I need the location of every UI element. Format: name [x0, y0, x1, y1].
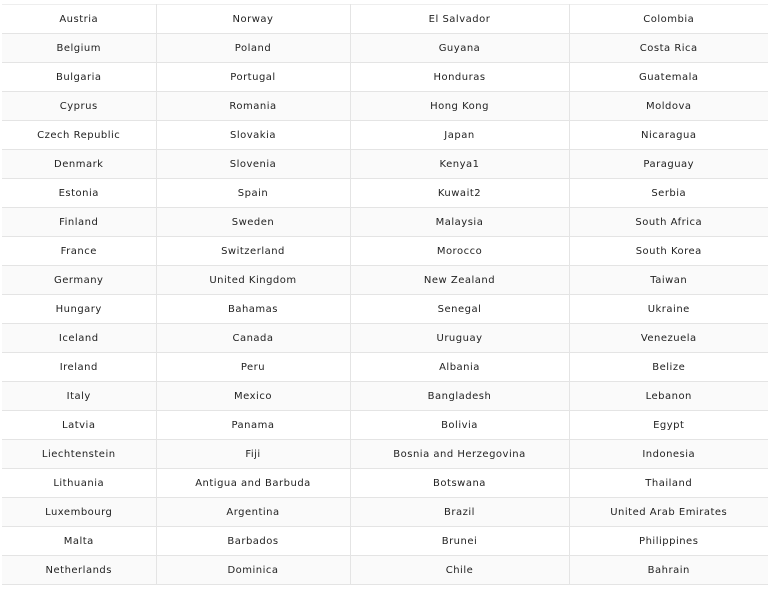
- country-cell: Bangladesh: [350, 382, 569, 411]
- table-row: [2, 266, 768, 295]
- table-row: [2, 63, 768, 92]
- table-row: [2, 440, 768, 469]
- table-row: [2, 469, 768, 498]
- country-cell: Hong Kong: [350, 92, 569, 121]
- country-cell: Bahamas: [156, 295, 350, 324]
- country-cell: Egypt: [569, 411, 768, 440]
- country-cell: Canada: [156, 324, 350, 353]
- country-cell: Hungary: [2, 295, 156, 324]
- country-cell: Venezuela: [569, 324, 768, 353]
- country-cell: Estonia: [2, 179, 156, 208]
- country-cell: Costa Rica: [569, 34, 768, 63]
- table-row: [2, 382, 768, 411]
- country-cell: Argentina: [156, 498, 350, 527]
- country-cell: Luxembourg: [2, 498, 156, 527]
- country-cell: Kenya1: [350, 150, 569, 179]
- country-cell: Sweden: [156, 208, 350, 237]
- country-cell: France: [2, 237, 156, 266]
- table-row: [2, 179, 768, 208]
- country-cell: Chile: [350, 556, 569, 585]
- country-cell: Netherlands: [2, 556, 156, 585]
- country-cell: Brazil: [350, 498, 569, 527]
- country-cell: Nicaragua: [569, 121, 768, 150]
- country-cell: Colombia: [569, 5, 768, 34]
- country-cell: Kuwait2: [350, 179, 569, 208]
- country-cell: Japan: [350, 121, 569, 150]
- country-cell: Panama: [156, 411, 350, 440]
- country-cell: South Africa: [569, 208, 768, 237]
- table-row: [2, 324, 768, 353]
- country-cell: Antigua and Barbuda: [156, 469, 350, 498]
- table-row: [2, 295, 768, 324]
- country-cell: Lebanon: [569, 382, 768, 411]
- table-row: [2, 237, 768, 266]
- country-cell: Brunei: [350, 527, 569, 556]
- table-row: [2, 353, 768, 382]
- country-cell: Honduras: [350, 63, 569, 92]
- country-cell: Iceland: [2, 324, 156, 353]
- country-cell: Bolivia: [350, 411, 569, 440]
- country-cell: Spain: [156, 179, 350, 208]
- country-cell: Lithuania: [2, 469, 156, 498]
- country-cell: Ukraine: [569, 295, 768, 324]
- country-cell: South Korea: [569, 237, 768, 266]
- country-cell: Morocco: [350, 237, 569, 266]
- country-cell: Senegal: [350, 295, 569, 324]
- country-cell: Germany: [2, 266, 156, 295]
- country-cell: New Zealand: [350, 266, 569, 295]
- table-row: [2, 411, 768, 440]
- country-cell: Guatemala: [569, 63, 768, 92]
- country-cell: Bosnia and Herzegovina: [350, 440, 569, 469]
- country-cell: Paraguay: [569, 150, 768, 179]
- table-row: [2, 150, 768, 179]
- table-row: [2, 34, 768, 63]
- country-cell: Italy: [2, 382, 156, 411]
- country-cell: Botswana: [350, 469, 569, 498]
- country-cell: Finland: [2, 208, 156, 237]
- country-cell: Philippines: [569, 527, 768, 556]
- country-cell: Serbia: [569, 179, 768, 208]
- table-row: [2, 121, 768, 150]
- countries-table-container: [2, 4, 768, 585]
- country-cell: Denmark: [2, 150, 156, 179]
- country-cell: Peru: [156, 353, 350, 382]
- country-cell: Norway: [156, 5, 350, 34]
- country-cell: Romania: [156, 92, 350, 121]
- country-cell: Czech Republic: [2, 121, 156, 150]
- country-cell: Guyana: [350, 34, 569, 63]
- table-row: [2, 92, 768, 121]
- country-cell: Latvia: [2, 411, 156, 440]
- country-cell: Belgium: [2, 34, 156, 63]
- table-row: [2, 527, 768, 556]
- country-cell: Uruguay: [350, 324, 569, 353]
- country-cell: Moldova: [569, 92, 768, 121]
- country-cell: Cyprus: [2, 92, 156, 121]
- country-cell: Austria: [2, 5, 156, 34]
- country-cell: Taiwan: [569, 266, 768, 295]
- country-cell: Indonesia: [569, 440, 768, 469]
- country-cell: Belize: [569, 353, 768, 382]
- table-row: [2, 556, 768, 585]
- country-cell: Mexico: [156, 382, 350, 411]
- country-cell: El Salvador: [350, 5, 569, 34]
- countries-table-body: [2, 5, 768, 585]
- country-cell: Poland: [156, 34, 350, 63]
- country-cell: Bulgaria: [2, 63, 156, 92]
- country-cell: United Arab Emirates: [569, 498, 768, 527]
- country-cell: Portugal: [156, 63, 350, 92]
- country-cell: Barbados: [156, 527, 350, 556]
- country-cell: Liechtenstein: [2, 440, 156, 469]
- country-cell: United Kingdom: [156, 266, 350, 295]
- countries-table: [2, 4, 768, 585]
- country-cell: Slovenia: [156, 150, 350, 179]
- country-cell: Malta: [2, 527, 156, 556]
- country-cell: Malaysia: [350, 208, 569, 237]
- country-cell: Albania: [350, 353, 569, 382]
- table-row: [2, 208, 768, 237]
- country-cell: Slovakia: [156, 121, 350, 150]
- table-row: [2, 498, 768, 527]
- country-cell: Bahrain: [569, 556, 768, 585]
- country-cell: Dominica: [156, 556, 350, 585]
- country-cell: Thailand: [569, 469, 768, 498]
- country-cell: Ireland: [2, 353, 156, 382]
- table-row: [2, 5, 768, 34]
- country-cell: Switzerland: [156, 237, 350, 266]
- country-cell: Fiji: [156, 440, 350, 469]
